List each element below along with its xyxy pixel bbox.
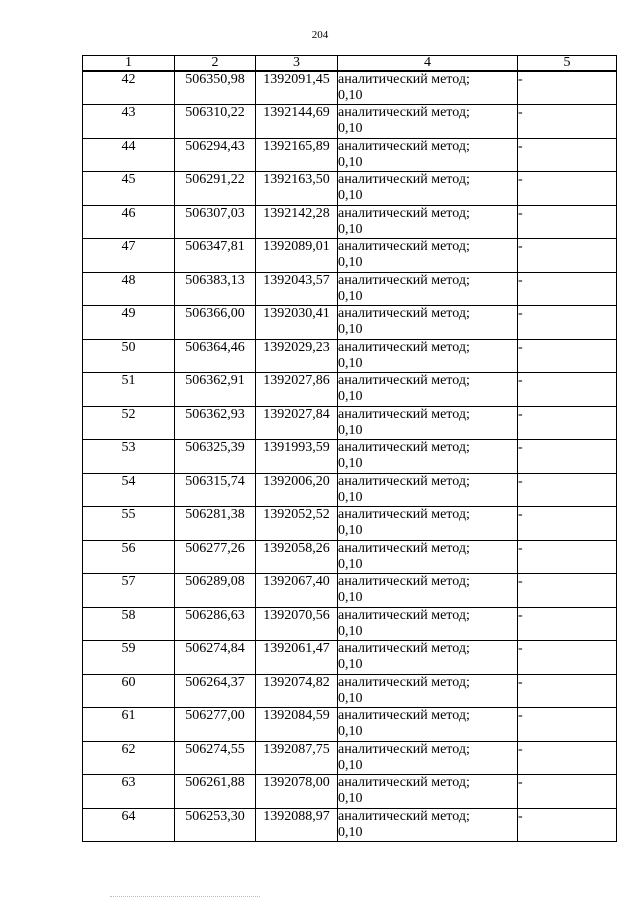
- accuracy-value: 0,10: [338, 188, 363, 203]
- method-text: аналитический метод;: [338, 741, 470, 757]
- method-cell: [338, 373, 518, 407]
- method-text: аналитический метод;: [338, 239, 470, 254]
- point-number: 57: [83, 574, 175, 608]
- coordinate-x: 506289,08: [175, 574, 256, 608]
- coordinate-y: 1392078,00: [256, 775, 338, 809]
- note-cell: -: [518, 440, 617, 474]
- method-cell: [338, 674, 518, 708]
- note-cell: -: [518, 641, 617, 675]
- accuracy-value: 0,10: [338, 288, 363, 304]
- coordinate-y: 1391993,59: [256, 440, 338, 474]
- accuracy-value: 0,10: [338, 88, 363, 103]
- coordinate-y: 1392070,56: [256, 607, 338, 641]
- coordinate-y: 1392043,57: [256, 272, 338, 306]
- table-row: [83, 373, 617, 407]
- method-text: аналитический метод;: [338, 440, 470, 455]
- coordinate-x: 506277,26: [175, 540, 256, 574]
- table-row: [83, 540, 617, 574]
- point-number: 43: [83, 105, 175, 139]
- coordinate-y: 1392006,20: [256, 473, 338, 507]
- note-cell: -: [518, 406, 617, 440]
- method-text: аналитический метод;: [338, 808, 470, 824]
- accuracy-value: 0,10: [338, 824, 363, 840]
- table-row: [83, 708, 617, 742]
- method-text: аналитический метод;: [338, 641, 470, 656]
- coordinate-x: 506362,93: [175, 406, 256, 440]
- method-text: аналитический метод;: [338, 105, 470, 120]
- point-number: 45: [83, 172, 175, 206]
- coordinate-x: 506362,91: [175, 373, 256, 407]
- accuracy-value: 0,10: [338, 322, 363, 337]
- note-cell: -: [518, 708, 617, 742]
- point-number: 53: [83, 440, 175, 474]
- point-number: 42: [83, 71, 175, 105]
- coordinate-y: 1392163,50: [256, 172, 338, 206]
- header-col-4: 4: [338, 56, 518, 72]
- method-text: аналитический метод;: [338, 339, 470, 355]
- header-col-1: 1: [83, 56, 175, 72]
- table-body: [83, 71, 617, 842]
- method-text: аналитический метод;: [338, 574, 470, 589]
- coordinate-x: 506281,38: [175, 507, 256, 541]
- method-cell: [338, 71, 518, 105]
- method-cell: [338, 272, 518, 306]
- note-cell: -: [518, 775, 617, 809]
- point-number: 51: [83, 373, 175, 407]
- header-col-3: 3: [256, 56, 338, 72]
- point-number: 61: [83, 708, 175, 742]
- note-cell: -: [518, 172, 617, 206]
- point-number: 50: [83, 339, 175, 373]
- coordinate-x: 506350,98: [175, 71, 256, 105]
- method-cell: [338, 205, 518, 239]
- table-row: [83, 306, 617, 340]
- coordinate-y: 1392144,69: [256, 105, 338, 139]
- table-row: [83, 272, 617, 306]
- note-cell: -: [518, 574, 617, 608]
- coordinate-y: 1392088,97: [256, 808, 338, 842]
- accuracy-value: 0,10: [338, 623, 363, 639]
- method-cell: [338, 105, 518, 139]
- note-cell: -: [518, 105, 617, 139]
- coordinates-table: [82, 55, 617, 842]
- coordinate-x: 506261,88: [175, 775, 256, 809]
- method-text: аналитический метод;: [338, 775, 470, 790]
- table-row: [83, 607, 617, 641]
- coordinate-y: 1392061,47: [256, 641, 338, 675]
- method-cell: [338, 607, 518, 641]
- table-row: [83, 775, 617, 809]
- header-col-5: 5: [518, 56, 617, 72]
- point-number: 56: [83, 540, 175, 574]
- note-cell: -: [518, 339, 617, 373]
- accuracy-value: 0,10: [338, 556, 363, 572]
- point-number: 60: [83, 674, 175, 708]
- note-cell: -: [518, 205, 617, 239]
- method-cell: [338, 540, 518, 574]
- coordinate-y: 1392087,75: [256, 741, 338, 775]
- table-row: [83, 172, 617, 206]
- accuracy-value: 0,10: [338, 690, 363, 706]
- coordinate-y: 1392165,89: [256, 138, 338, 172]
- method-text: аналитический метод;: [338, 306, 470, 321]
- coordinate-x: 506310,22: [175, 105, 256, 139]
- accuracy-value: 0,10: [338, 389, 363, 404]
- coordinate-y: 1392089,01: [256, 239, 338, 273]
- note-cell: -: [518, 540, 617, 574]
- method-text: аналитический метод;: [338, 373, 470, 388]
- coordinate-y: 1392030,41: [256, 306, 338, 340]
- method-text: аналитический метод;: [338, 674, 470, 690]
- table-row: [83, 440, 617, 474]
- coordinate-x: 506274,55: [175, 741, 256, 775]
- coordinate-y: 1392074,82: [256, 674, 338, 708]
- note-cell: -: [518, 138, 617, 172]
- table-row: [83, 674, 617, 708]
- table-row: [83, 473, 617, 507]
- point-number: 54: [83, 473, 175, 507]
- point-number: 48: [83, 272, 175, 306]
- table-header: [83, 56, 617, 72]
- method-cell: [338, 172, 518, 206]
- method-text: аналитический метод;: [338, 540, 470, 556]
- accuracy-value: 0,10: [338, 523, 363, 538]
- note-cell: -: [518, 272, 617, 306]
- method-text: аналитический метод;: [338, 172, 470, 187]
- accuracy-value: 0,10: [338, 456, 363, 471]
- coordinate-x: 506307,03: [175, 205, 256, 239]
- table-row: [83, 406, 617, 440]
- method-cell: [338, 239, 518, 273]
- method-text: аналитический метод;: [338, 473, 470, 489]
- note-cell: -: [518, 741, 617, 775]
- header-row: [83, 56, 617, 72]
- coordinate-y: 1392027,84: [256, 406, 338, 440]
- method-text: аналитический метод;: [338, 72, 470, 87]
- method-text: аналитический метод;: [338, 138, 470, 154]
- point-number: 64: [83, 808, 175, 842]
- method-text: аналитический метод;: [338, 205, 470, 221]
- accuracy-value: 0,10: [338, 757, 363, 773]
- point-number: 63: [83, 775, 175, 809]
- table-row: [83, 574, 617, 608]
- note-cell: -: [518, 607, 617, 641]
- table-row: [83, 641, 617, 675]
- note-cell: -: [518, 306, 617, 340]
- coordinate-x: 506294,43: [175, 138, 256, 172]
- scan-artifact: [110, 896, 260, 903]
- accuracy-value: 0,10: [338, 422, 363, 438]
- accuracy-value: 0,10: [338, 791, 363, 806]
- coordinate-y: 1392091,45: [256, 71, 338, 105]
- coordinate-x: 506347,81: [175, 239, 256, 273]
- coordinate-y: 1392142,28: [256, 205, 338, 239]
- coordinate-x: 506364,46: [175, 339, 256, 373]
- method-cell: [338, 473, 518, 507]
- table-row: [83, 105, 617, 139]
- accuracy-value: 0,10: [338, 121, 363, 136]
- accuracy-value: 0,10: [338, 489, 363, 505]
- note-cell: -: [518, 473, 617, 507]
- note-cell: -: [518, 373, 617, 407]
- method-text: аналитический метод;: [338, 507, 470, 522]
- page-number: 204: [311, 29, 329, 41]
- table-row: [83, 71, 617, 105]
- table-row: [83, 507, 617, 541]
- point-number: 55: [83, 507, 175, 541]
- method-text: аналитический метод;: [338, 607, 470, 623]
- coordinate-y: 1392027,86: [256, 373, 338, 407]
- method-cell: [338, 641, 518, 675]
- coordinate-x: 506286,63: [175, 607, 256, 641]
- accuracy-value: 0,10: [338, 221, 363, 237]
- point-number: 46: [83, 205, 175, 239]
- coordinate-y: 1392029,23: [256, 339, 338, 373]
- note-cell: -: [518, 674, 617, 708]
- point-number: 59: [83, 641, 175, 675]
- method-cell: [338, 741, 518, 775]
- coordinate-x: 506383,13: [175, 272, 256, 306]
- accuracy-value: 0,10: [338, 724, 363, 739]
- point-number: 47: [83, 239, 175, 273]
- table-row: [83, 808, 617, 842]
- point-number: 49: [83, 306, 175, 340]
- coordinate-x: 506274,84: [175, 641, 256, 675]
- method-cell: [338, 138, 518, 172]
- header-col-2: 2: [175, 56, 256, 72]
- method-text: аналитический метод;: [338, 708, 470, 723]
- point-number: 58: [83, 607, 175, 641]
- coordinate-y: 1392052,52: [256, 507, 338, 541]
- accuracy-value: 0,10: [338, 255, 363, 270]
- method-cell: [338, 406, 518, 440]
- coordinate-x: 506325,39: [175, 440, 256, 474]
- method-cell: [338, 775, 518, 809]
- table-row: [83, 239, 617, 273]
- coordinate-x: 506315,74: [175, 473, 256, 507]
- coordinate-y: 1392084,59: [256, 708, 338, 742]
- table-row: [83, 741, 617, 775]
- coordinate-x: 506264,37: [175, 674, 256, 708]
- table-row: [83, 205, 617, 239]
- method-cell: [338, 339, 518, 373]
- method-cell: [338, 507, 518, 541]
- note-cell: -: [518, 71, 617, 105]
- accuracy-value: 0,10: [338, 590, 363, 605]
- method-cell: [338, 440, 518, 474]
- method-cell: [338, 306, 518, 340]
- note-cell: -: [518, 239, 617, 273]
- accuracy-value: 0,10: [338, 154, 363, 170]
- method-text: аналитический метод;: [338, 272, 470, 288]
- coordinate-x: 506277,00: [175, 708, 256, 742]
- method-cell: [338, 808, 518, 842]
- method-cell: [338, 708, 518, 742]
- accuracy-value: 0,10: [338, 355, 363, 371]
- method-cell: [338, 574, 518, 608]
- coordinate-x: 506366,00: [175, 306, 256, 340]
- coordinate-y: 1392067,40: [256, 574, 338, 608]
- point-number: 62: [83, 741, 175, 775]
- coordinate-x: 506253,30: [175, 808, 256, 842]
- table-row: [83, 138, 617, 172]
- coordinate-x: 506291,22: [175, 172, 256, 206]
- table-row: [83, 339, 617, 373]
- coordinate-y: 1392058,26: [256, 540, 338, 574]
- point-number: 44: [83, 138, 175, 172]
- accuracy-value: 0,10: [338, 657, 363, 672]
- method-text: аналитический метод;: [338, 406, 470, 422]
- note-cell: -: [518, 808, 617, 842]
- note-cell: -: [518, 507, 617, 541]
- point-number: 52: [83, 406, 175, 440]
